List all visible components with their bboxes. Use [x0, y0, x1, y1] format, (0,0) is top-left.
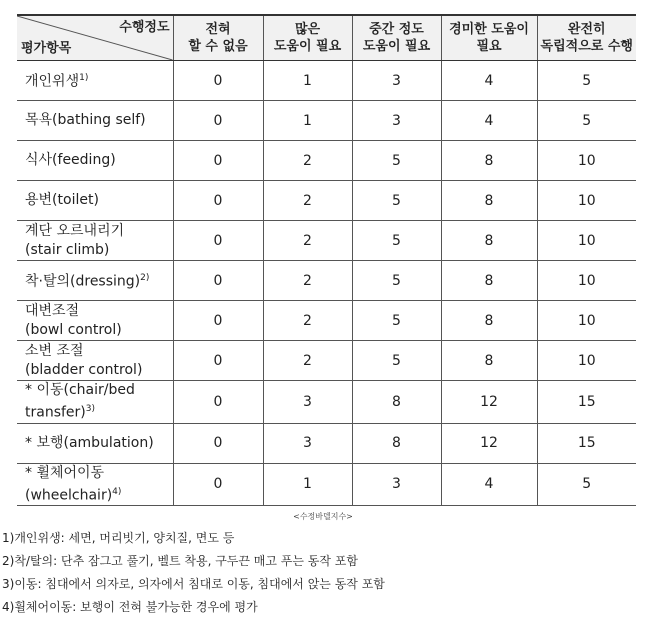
evaluation-item-cell: 개인위생$^{1)}$ [17, 61, 173, 101]
evaluation-item-cell: 용변(toilet) [17, 181, 173, 221]
score-cell: 2 [263, 261, 352, 301]
score-cell: 5 [537, 61, 636, 101]
score-cell: 12 [441, 423, 537, 463]
table-row [17, 301, 636, 341]
score-cell: 0 [173, 101, 263, 141]
score-cell: 5 [352, 181, 441, 221]
score-cell: 8 [441, 141, 537, 181]
table-row [17, 381, 636, 424]
table-caption: <수정바델지수> [293, 512, 353, 521]
table-row [17, 463, 636, 506]
score-cell: 2 [263, 221, 352, 261]
footnotes [2, 527, 385, 619]
evaluation-item-cell: 식사(feeding) [17, 141, 173, 181]
score-cell: 0 [173, 61, 263, 101]
footnote: 3)이동: 침대에서 의자로, 의자에서 침대로 이동, 침대에서 앉는 동작 포함 [2, 577, 385, 591]
table-body [17, 61, 636, 506]
score-cell: 10 [537, 141, 636, 181]
column-header: 경미한 도움이 필요 [441, 15, 537, 61]
score-cell: 3 [263, 423, 352, 463]
score-cell: 0 [173, 463, 263, 506]
score-cell: 5 [352, 261, 441, 301]
score-cell: 10 [537, 261, 636, 301]
score-cell: 10 [537, 221, 636, 261]
score-cell: 4 [441, 463, 537, 506]
score-cell: 3 [352, 463, 441, 506]
footnote: 2)착/탈의: 단추 잠그고 풀기, 벨트 착용, 구두끈 매고 푸는 동작 포함 [2, 554, 358, 568]
evaluation-item-cell: 착·탈의(dressing)$^{2)}$ [17, 261, 173, 301]
score-cell: 2 [263, 141, 352, 181]
table-row [17, 101, 636, 141]
score-cell: 4 [441, 61, 537, 101]
score-cell: 10 [537, 301, 636, 341]
score-cell: 0 [173, 381, 263, 424]
score-cell: 8 [352, 381, 441, 424]
footnote: 4)휠체어이동: 보행이 전혀 불가능한 경우에 평가 [2, 600, 258, 614]
score-cell: 0 [173, 181, 263, 221]
score-cell: 12 [441, 381, 537, 424]
score-cell: 8 [441, 301, 537, 341]
column-header: 중간 정도 도움이 필요 [352, 15, 441, 61]
table-row [17, 221, 636, 261]
score-cell: 8 [441, 181, 537, 221]
score-cell: 1 [263, 101, 352, 141]
score-cell: 8 [352, 423, 441, 463]
score-cell: 0 [173, 423, 263, 463]
table-row [17, 61, 636, 101]
score-cell: 5 [537, 463, 636, 506]
table-row [17, 261, 636, 301]
score-cell: 3 [263, 381, 352, 424]
score-cell: 5 [352, 141, 441, 181]
score-cell: 10 [537, 181, 636, 221]
score-cell: 0 [173, 261, 263, 301]
score-cell: 8 [441, 341, 537, 381]
score-cell: 2 [263, 181, 352, 221]
column-header: 완전히 독립적으로 수행 [537, 15, 636, 61]
table-row [17, 423, 636, 463]
score-cell: 5 [537, 101, 636, 141]
table-row [17, 341, 636, 381]
score-cell: 5 [352, 221, 441, 261]
barthel-index-table [17, 14, 636, 506]
score-cell: 15 [537, 423, 636, 463]
table-row [17, 181, 636, 221]
score-cell: 15 [537, 381, 636, 424]
score-cell: 10 [537, 341, 636, 381]
score-cell: 8 [441, 261, 537, 301]
table-row [17, 141, 636, 181]
evaluation-item-cell: 목욕(bathing self) [17, 101, 173, 141]
score-cell: 3 [352, 61, 441, 101]
score-cell: 2 [263, 341, 352, 381]
evaluation-item-cell: * 이동(chair/bed transfer)$^{3)}$ [17, 381, 173, 424]
diagonal-header-cell [17, 15, 173, 61]
evaluation-item-cell: * 휠체어이동 (wheelchair)$^{4)}$ [17, 463, 173, 506]
column-header: 많은 도움이 필요 [263, 15, 352, 61]
footnote: 1)개인위생: 세면, 머리빗기, 양치질, 면도 등 [2, 531, 235, 545]
evaluation-item-cell: 대변조절 (bowl control) [17, 301, 173, 341]
evaluation-item-cell: * 보행(ambulation) [17, 423, 173, 463]
score-cell: 1 [263, 61, 352, 101]
score-cell: 5 [352, 301, 441, 341]
score-cell: 1 [263, 463, 352, 506]
column-header: 전혀 할 수 없음 [173, 15, 263, 61]
score-cell: 3 [352, 101, 441, 141]
score-cell: 8 [441, 221, 537, 261]
evaluation-item-cell: 소변 조절 (bladder control) [17, 341, 173, 381]
score-cell: 0 [173, 341, 263, 381]
score-cell: 0 [173, 301, 263, 341]
score-cell: 0 [173, 221, 263, 261]
score-cell: 0 [173, 141, 263, 181]
evaluation-item-cell: 계단 오르내리기 (stair climb) [17, 221, 173, 261]
score-cell: 2 [263, 301, 352, 341]
score-cell: 4 [441, 101, 537, 141]
performance-level-label: 수행정도 [119, 20, 170, 35]
table-header-row [17, 15, 636, 61]
score-cell: 5 [352, 341, 441, 381]
evaluation-item-label: 평가항목 [21, 41, 72, 56]
